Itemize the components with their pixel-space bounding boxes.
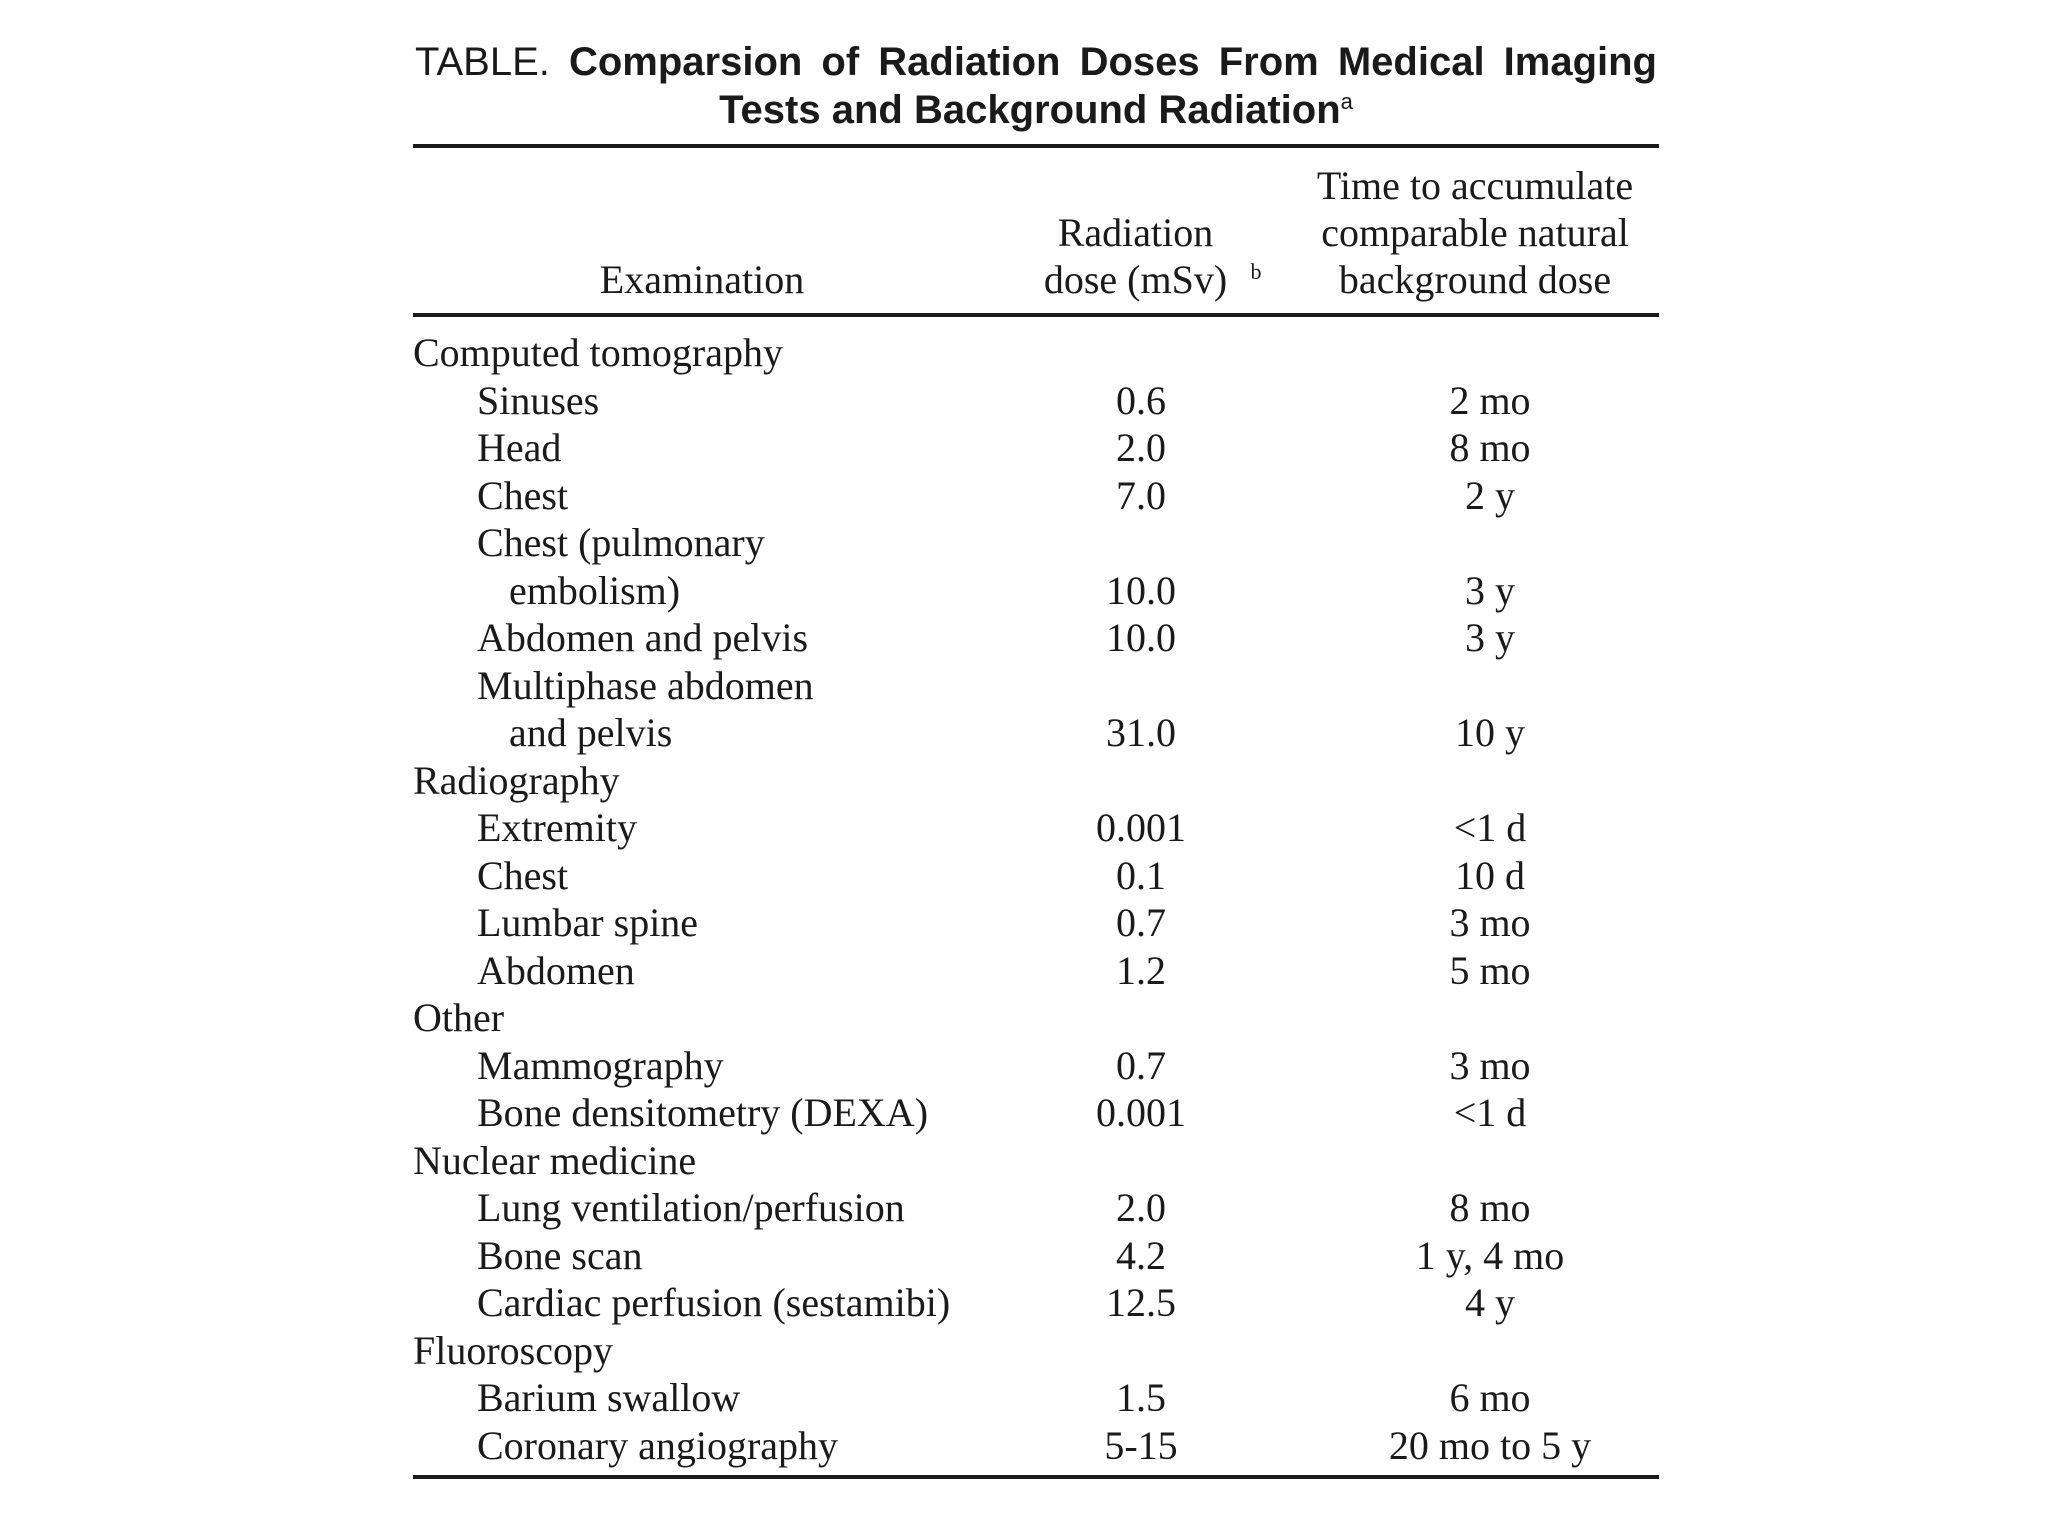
table-row xyxy=(413,1374,1659,1422)
dose-cell xyxy=(991,757,1291,805)
table-row xyxy=(413,1184,1659,1232)
examination-cell: Barium swallow xyxy=(477,1375,741,1420)
dose-cell: 2.0 xyxy=(1116,1185,1166,1230)
dose-cell xyxy=(991,1137,1291,1185)
table-title-text: Comparsion of Radiation Doses From Medical Imaging Tests and Background Radiation xyxy=(568,40,1657,132)
dose-footnote-mark: b xyxy=(1250,259,1262,284)
group-row xyxy=(413,994,1659,1042)
dose-cell: 4.2 xyxy=(1116,1232,1166,1278)
time-cell: <1 d xyxy=(1453,1090,1527,1135)
group-label: Fluoroscopy xyxy=(413,1327,613,1373)
table-row xyxy=(413,519,1659,614)
table-row xyxy=(413,1042,1659,1090)
time-cell: 3 mo xyxy=(1449,900,1531,945)
time-cell xyxy=(1291,757,1659,805)
bottom-rule xyxy=(413,1475,1659,1479)
table-row xyxy=(413,377,1659,425)
dose-cell: 10.0 xyxy=(1106,615,1176,660)
examination-cell: Chest xyxy=(477,852,569,898)
group-label: Radiography xyxy=(413,757,620,803)
time-cell: 8 mo xyxy=(1449,425,1531,470)
time-cell xyxy=(1291,1327,1659,1375)
examination-cell: Sinuses xyxy=(477,377,600,423)
examination-cell: Head xyxy=(477,425,562,470)
group-row xyxy=(413,1137,1659,1185)
time-cell: 3 y xyxy=(1465,567,1515,613)
group-label: Computed tomography xyxy=(413,330,783,375)
dose-cell: 10.0 xyxy=(1106,567,1176,613)
dose-cell: 1.5 xyxy=(1116,1375,1166,1420)
time-cell xyxy=(1291,1137,1659,1185)
table-row xyxy=(413,662,1659,757)
group-row xyxy=(413,757,1659,805)
table-title xyxy=(413,38,1659,134)
time-cell: 10 y xyxy=(1455,710,1525,755)
dose-cell: 12.5 xyxy=(1106,1280,1176,1325)
dose-cell xyxy=(991,315,1291,377)
table-row xyxy=(413,472,1659,520)
table-row xyxy=(413,424,1659,472)
table-row xyxy=(413,947,1659,995)
table-row xyxy=(413,899,1659,947)
examination-cell: Coronary angiography xyxy=(477,1422,839,1468)
time-cell: 1 y, 4 mo xyxy=(1415,1232,1565,1278)
time-cell: <1 d xyxy=(1453,805,1527,850)
dose-cell xyxy=(991,994,1291,1042)
time-cell xyxy=(1291,315,1659,377)
examination-cell: Extremity xyxy=(477,805,637,850)
dose-cell: 0.6 xyxy=(1116,377,1166,423)
table-row xyxy=(413,1422,1659,1470)
examination-cell: Bone densitometry (DEXA) xyxy=(477,1090,929,1135)
dose-cell: 1.2 xyxy=(1116,947,1166,993)
time-cell: 5 mo xyxy=(1449,947,1531,993)
table-row xyxy=(413,1279,1659,1327)
header-dose: Radiation dose (mSv) $^b$ xyxy=(1043,210,1262,302)
dose-cell: 0.001 xyxy=(1096,1090,1186,1135)
header-time: Time to accumulate comparable natural background dose xyxy=(1316,163,1634,302)
header-examination: Examination xyxy=(599,257,805,302)
dose-cell: 0.1 xyxy=(1116,852,1166,898)
examination-cell: Abdomen xyxy=(477,947,635,993)
dose-cell: 0.7 xyxy=(1116,900,1166,945)
time-cell: 2 mo xyxy=(1449,377,1531,423)
dose-cell: 5-15 xyxy=(1104,1422,1178,1468)
table-row xyxy=(413,614,1659,662)
title-footnote-mark: a xyxy=(1340,89,1353,114)
group-row xyxy=(413,1327,1659,1375)
document-page xyxy=(413,38,1659,1479)
time-cell: 3 y xyxy=(1465,615,1515,660)
examination-cell: Lung ventilation/perfusion xyxy=(477,1185,905,1230)
examination-cell: Cardiac perfusion (sestamibi) xyxy=(477,1280,951,1325)
examination-cell: Abdomen and pelvis xyxy=(477,615,809,660)
examination-cell: Lumbar spine xyxy=(477,900,699,945)
table-row xyxy=(413,852,1659,900)
table-label: TABLE. xyxy=(415,40,550,84)
examination-cell: Bone scan xyxy=(477,1232,643,1278)
header-row xyxy=(413,148,1659,315)
time-cell: 4 y xyxy=(1465,1280,1515,1325)
examination-cell: Chest xyxy=(477,472,569,518)
dose-cell xyxy=(991,1327,1291,1375)
dose-cell: 0.001 xyxy=(1096,805,1186,850)
table-row xyxy=(413,804,1659,852)
group-label: Nuclear medicine xyxy=(413,1137,697,1183)
table-body xyxy=(413,315,1659,1469)
dose-cell: 7.0 xyxy=(1116,472,1166,518)
table-row xyxy=(413,1232,1659,1280)
radiation-dose-table xyxy=(413,148,1659,1469)
examination-cell: Multiphase abdomen and pelvis xyxy=(477,662,814,755)
dose-cell: 31.0 xyxy=(1106,710,1176,755)
time-cell: 3 mo xyxy=(1449,1042,1531,1088)
table-row xyxy=(413,1089,1659,1137)
group-row xyxy=(413,315,1659,377)
group-label: Other xyxy=(413,995,505,1040)
time-cell: 10 d xyxy=(1455,852,1525,898)
time-cell: 6 mo xyxy=(1449,1375,1531,1420)
dose-cell: 2.0 xyxy=(1116,425,1166,470)
examination-cell: Mammography xyxy=(477,1042,724,1088)
dose-cell: 0.7 xyxy=(1116,1042,1166,1088)
time-cell: 2 y xyxy=(1465,472,1515,518)
examination-cell: Chest (pulmonary embolism) xyxy=(477,520,765,613)
time-cell: 20 mo to 5 y xyxy=(1388,1422,1592,1468)
time-cell xyxy=(1291,994,1659,1042)
time-cell: 8 mo xyxy=(1449,1185,1531,1230)
